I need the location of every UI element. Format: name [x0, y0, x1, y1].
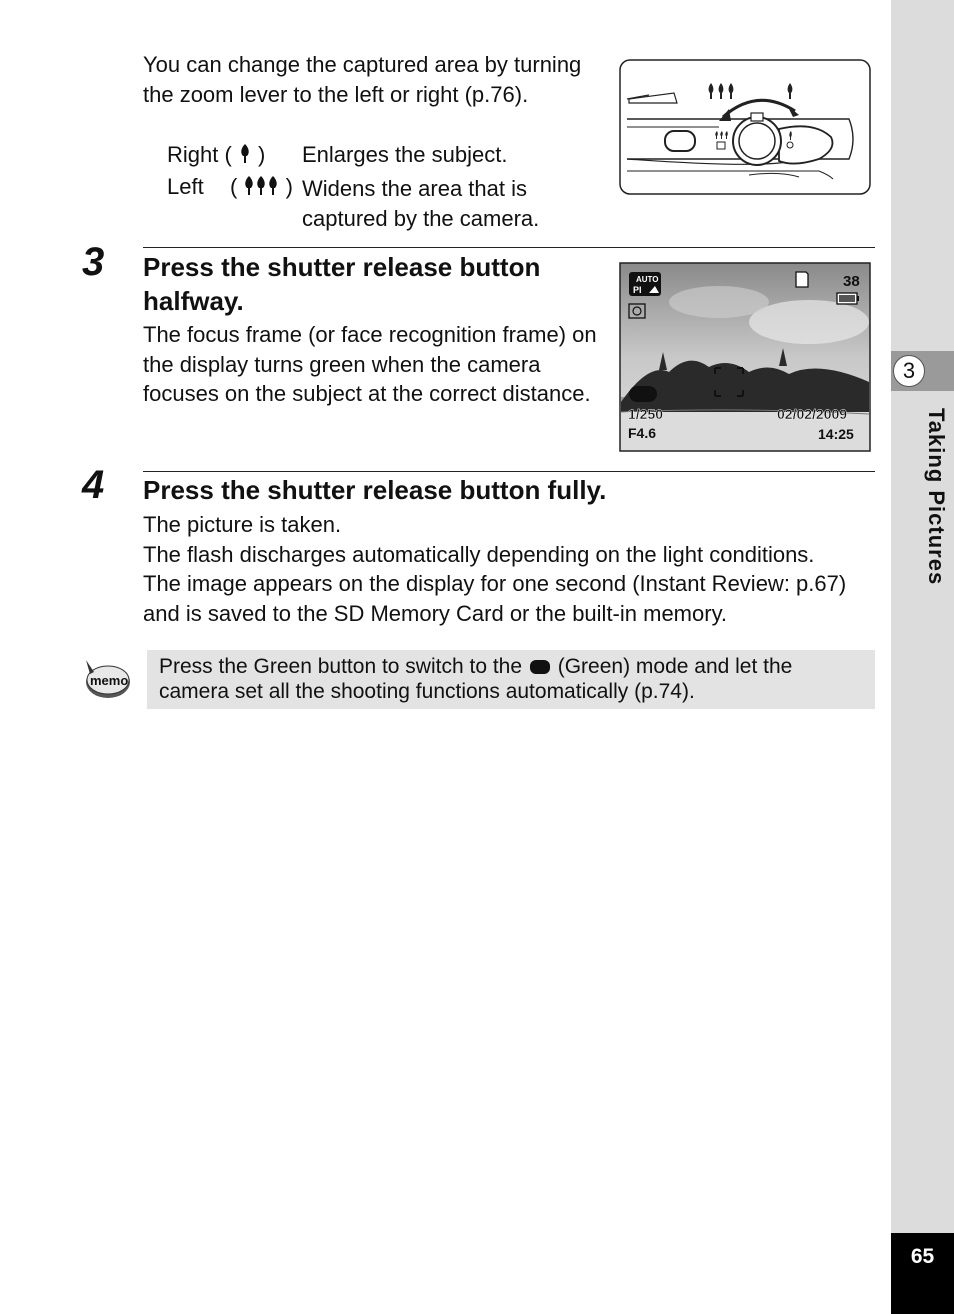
zoom-left-close: ): [285, 174, 293, 199]
zoom-right-row: [167, 142, 265, 168]
green-mode-icon: [530, 660, 550, 674]
lcd-shots-remaining: 38: [843, 273, 860, 290]
intro-text: You can change the captured area by turning the zoom lever to the left or right (p.76).: [143, 52, 582, 107]
step4-title: Press the shutter release button fully.: [143, 475, 607, 505]
sd-card-icon: [796, 272, 808, 287]
chapter-number: 3: [893, 355, 925, 387]
memo-box: [147, 650, 875, 709]
step3-number: 3: [82, 240, 105, 284]
shake-reduction-icon: [629, 386, 657, 402]
step3-divider: [143, 247, 875, 248]
zoom-left-icon-group: [230, 174, 293, 200]
memo-icon-label: memo: [90, 673, 129, 688]
step3-title-line2: halfway.: [143, 286, 244, 316]
step4-number: 4: [82, 463, 105, 507]
page-number: 65: [891, 1233, 954, 1314]
lcd-shutter-speed: 1/250: [628, 406, 664, 422]
lcd-time: 14:25: [818, 426, 854, 442]
chapter-title: Taking Pictures: [924, 408, 949, 586]
lcd-mode-top: AUTO: [636, 275, 659, 284]
zoom-left-desc: [302, 174, 539, 234]
zoom-right-label: Right (: [167, 142, 232, 167]
step4-line3: The image appears on the display for one second (Instant Review: p.67) and is saved to the SD Memory Card or the built-in memory.: [143, 571, 847, 626]
zoom-right-close: ): [258, 142, 266, 167]
step3-body: The focus frame (or face recognition frame) on the display turns green when the camera focuses on the subject at the correct distance.: [143, 322, 597, 406]
step4-line2: The flash discharges automatically depending on the light conditions.: [143, 541, 815, 567]
zoom-left-label: Left: [167, 174, 204, 199]
telephoto-icon: [238, 144, 252, 164]
step4-body: [143, 510, 883, 628]
memo-text-after: (Green) mode and let the camera set all the shooting functions automatically (p.74).: [159, 655, 793, 703]
lcd-mode-bottom: PI: [633, 285, 642, 295]
memo-text-before: Press the Green button to switch to the: [159, 655, 523, 678]
zoom-left-desc-line1: Widens the area that is: [302, 176, 528, 201]
zoom-left-open: (: [230, 174, 238, 199]
memo-icon: [82, 656, 132, 702]
lcd-date: 02/02/2009: [777, 406, 848, 422]
step3-title: [143, 250, 540, 318]
lcd-aperture: F4.6: [628, 425, 657, 441]
camera-zoom-lever-illustration: [619, 59, 871, 195]
wide-angle-icon: [243, 176, 279, 196]
lcd-preview-illustration: [619, 262, 871, 452]
step4-divider: [143, 471, 875, 472]
zoom-right-desc: Enlarges the subject.: [302, 142, 508, 167]
step3-title-line1: Press the shutter release button: [143, 252, 541, 282]
step4-line1: The picture is taken.: [143, 512, 342, 537]
side-bar: [891, 0, 954, 1314]
zoom-left-desc-line2: captured by the camera.: [302, 206, 540, 231]
